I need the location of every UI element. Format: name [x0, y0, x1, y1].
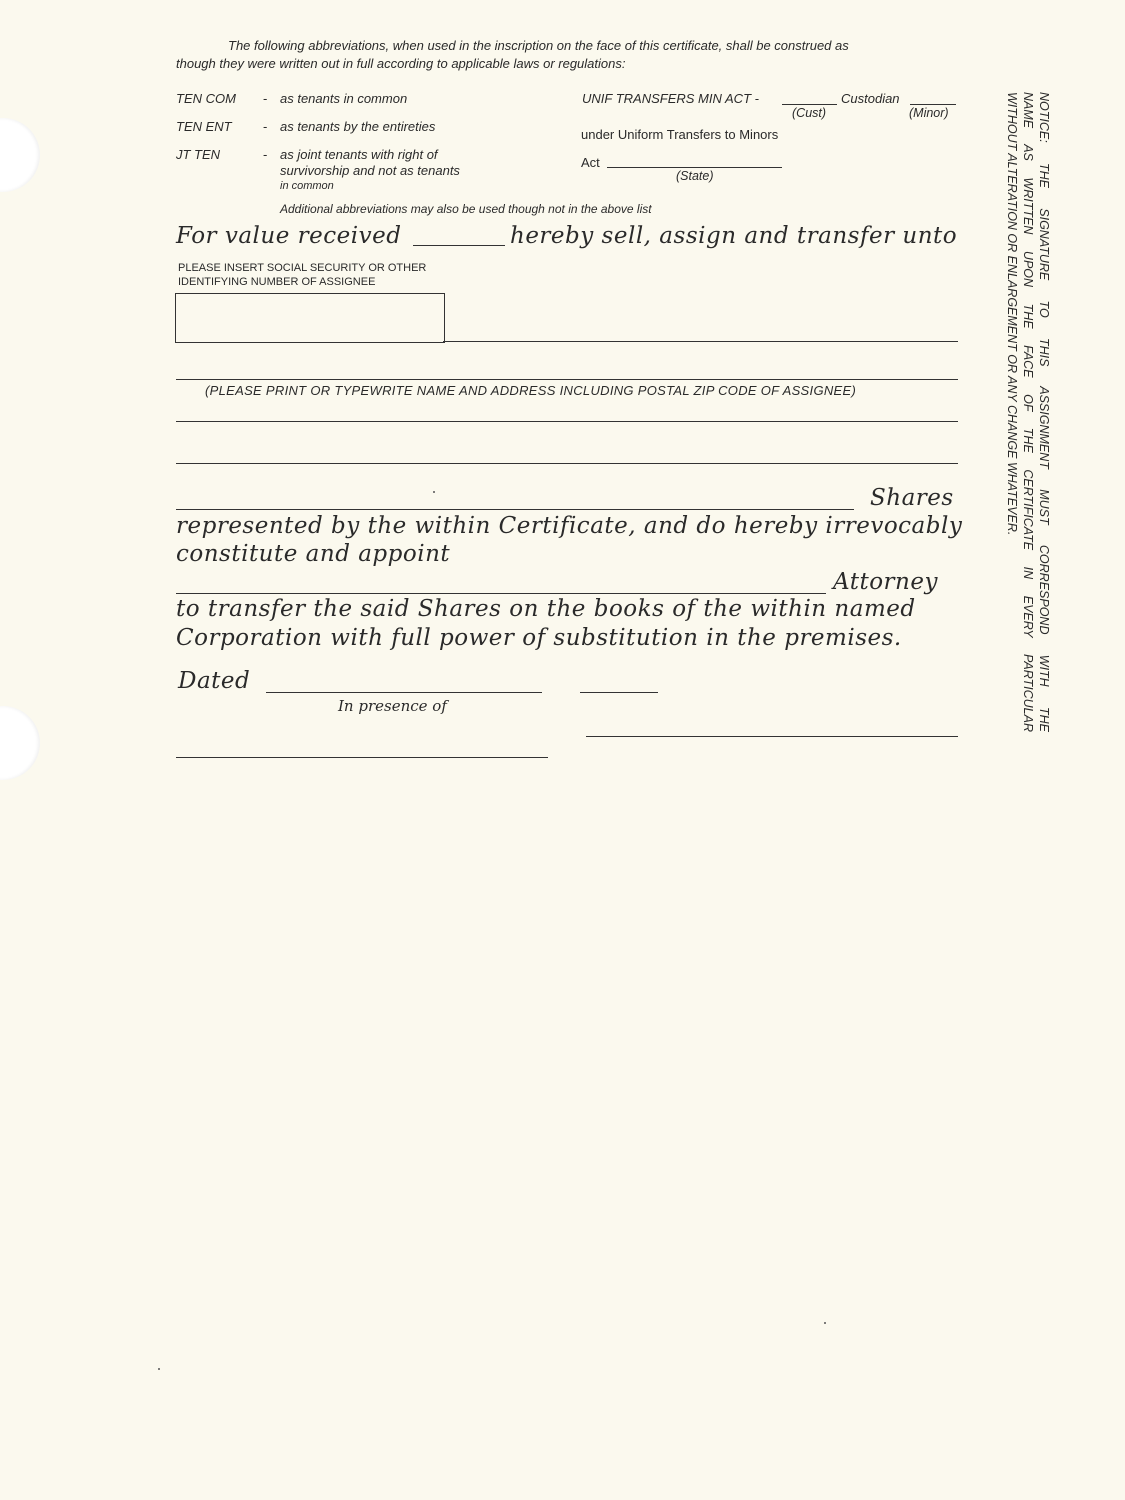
ssn-instruction-1: PLEASE INSERT SOCIAL SECURITY OR OTHER — [178, 262, 427, 274]
speck — [158, 1368, 160, 1370]
corporation-text: Corporation with full power of substitution in the premises. — [176, 625, 902, 651]
hereby-sell-text: hereby sell, assign and transfer unto — [510, 223, 958, 249]
unif-under-text: under Uniform Transfers to Minors — [581, 127, 779, 142]
address-line-1[interactable] — [176, 421, 958, 422]
abbr-meaning: as tenants in common — [280, 91, 408, 106]
notice-line-3: WITHOUT ALTERATION OR ENLARGEMENT OR ANY CHANGE WHATEVER. — [1005, 92, 1019, 536]
cust-caption: (Cust) — [792, 106, 827, 120]
constitute-text: constitute and appoint — [176, 541, 451, 567]
name-address-caption: (PLEASE PRINT OR TYPEWRITE NAME AND ADDRESS INCLUDING POSTAL ZIP CODE OF ASSIGNEE) — [205, 383, 857, 398]
cust-line — [782, 104, 837, 105]
speck — [824, 1322, 826, 1324]
punch-hole — [0, 118, 40, 192]
notice-block — [1004, 92, 1054, 732]
shares-line[interactable] — [176, 509, 854, 510]
intro-line-1: The following abbreviations, when used in the inscription on the face of this certificate, shall be construed as — [228, 38, 849, 53]
assignee-line[interactable] — [443, 341, 958, 342]
abbr-meaning: as joint tenants with right of — [280, 147, 438, 162]
signature-line[interactable] — [586, 736, 958, 737]
notice-line-2: NAME AS WRITTEN UPON THE FACE OF THE CERTIFICATE IN EVERY PARTICULAR — [1021, 92, 1035, 732]
abbr-dash: - — [263, 147, 268, 162]
shares-label: Shares — [870, 485, 954, 511]
notice-line-1: NOTICE: THE SIGNATURE TO THIS ASSIGNMENT MUST CORRESPOND WITH THE — [1037, 92, 1051, 732]
punch-hole — [0, 706, 40, 780]
dated-label: Dated — [178, 668, 251, 694]
abbr-meaning: in common — [280, 180, 334, 192]
attorney-label: Attorney — [833, 569, 938, 595]
abbr-meaning: as tenants by the entireties — [280, 119, 436, 134]
abbr-code-ten-com: TEN COM — [176, 91, 236, 106]
ssn-box[interactable] — [175, 293, 445, 343]
in-presence-of-label: In presence of — [338, 697, 447, 715]
abbr-code-jt-ten: JT TEN — [176, 147, 221, 162]
represented-text: represented by the within Certificate, and do hereby irrevocably — [176, 513, 963, 539]
abbr-meaning: survivorship and not as tenants — [280, 163, 460, 178]
year-line[interactable] — [580, 692, 658, 693]
to-transfer-text: to transfer the said Shares on the books of the within named — [176, 596, 916, 622]
ssn-instruction-2: IDENTIFYING NUMBER OF ASSIGNEE — [178, 276, 376, 288]
address-line-2[interactable] — [176, 463, 958, 464]
intro-line-2: though they were written out in full according to applicable laws or regulations: — [176, 56, 626, 71]
state-caption: (State) — [676, 169, 714, 183]
act-label: Act — [581, 155, 600, 170]
state-line — [607, 167, 782, 168]
minor-caption: (Minor) — [909, 106, 949, 120]
custodian-label: Custodian — [841, 91, 900, 106]
abbr-dash: - — [263, 91, 268, 106]
for-value-received: For value received — [176, 223, 402, 249]
additional-abbreviations-note: Additional abbreviations may also be used though not in the above list — [280, 202, 652, 216]
attorney-line[interactable] — [176, 593, 826, 594]
abbr-dash: - — [263, 119, 268, 134]
speck — [433, 491, 435, 493]
minor-line — [910, 104, 956, 105]
witness-signature-line[interactable] — [176, 757, 548, 758]
dated-line[interactable] — [266, 692, 542, 693]
value-line[interactable] — [413, 245, 505, 246]
unif-heading: UNIF TRANSFERS MIN ACT - — [582, 91, 759, 106]
assignee-name-line[interactable] — [176, 379, 958, 380]
abbr-code-ten-ent: TEN ENT — [176, 119, 232, 134]
